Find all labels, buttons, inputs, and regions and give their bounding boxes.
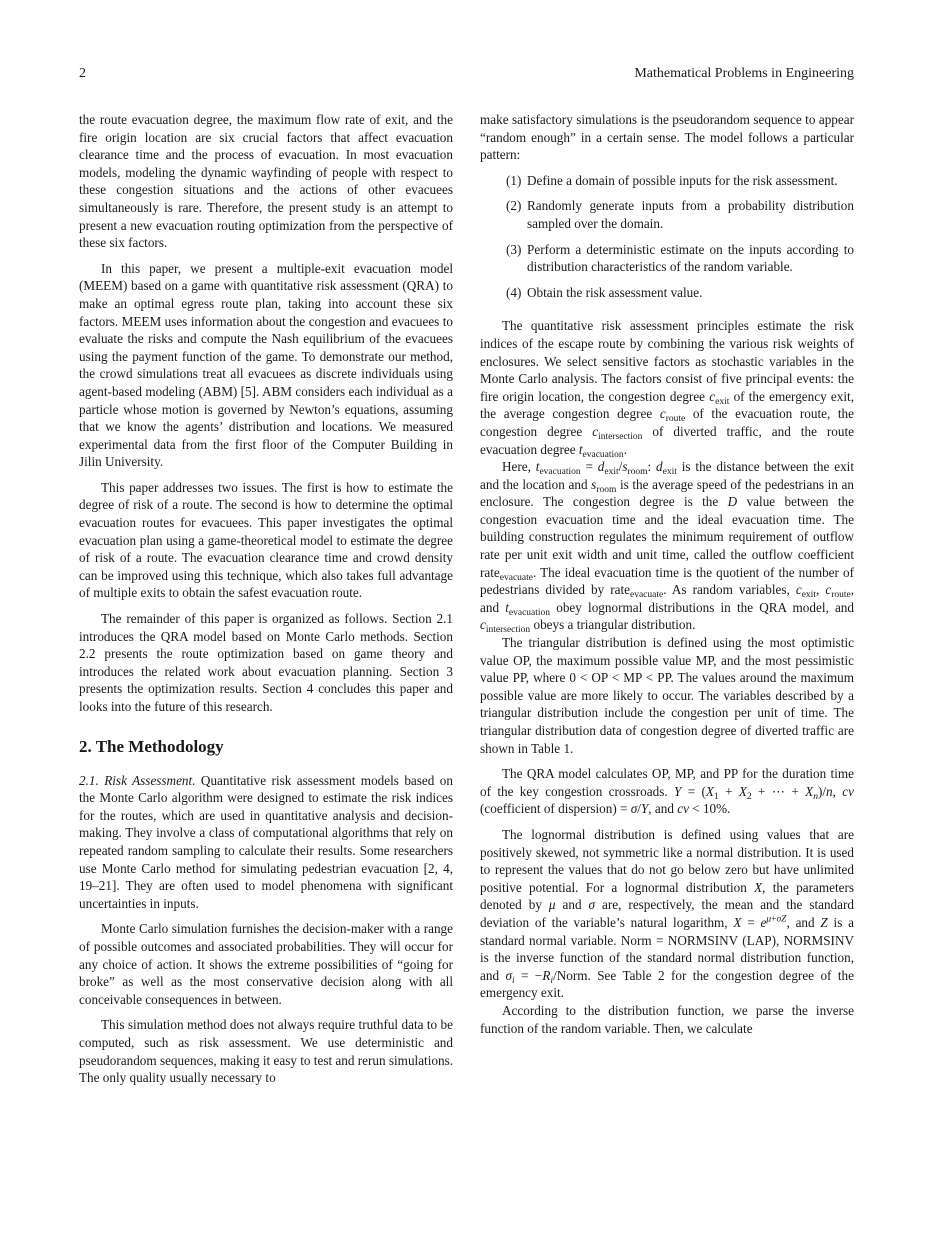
list-item: (4) Obtain the risk assessment value. xyxy=(506,284,703,300)
list-item: (3) Perform a deterministic estimate on the inputs according to distribution characteristics of the random variable. xyxy=(506,241,854,275)
right-column xyxy=(480,111,854,1037)
list-item: (1) Define a domain of possible inputs for the risk assessment. xyxy=(506,172,838,188)
paragraph: The lognormal distribution is defined using values that are positively skewed, not symmetric like a normal distribution. It is used to represent the values that do not go below zero but have unlimited positive potential. For a lognormal distribution X, the parameters denoted by μ and σ are, respectively, the mean and the standard deviation of the variable’s natural logarithm, $X = e^{\mu+\sigma Z}$, and Z is a standard normal variable. Norm = NORMSINV (LAP), NORMSINV is the inverse function of the standard normal distribution function, and $\sigma_i$ = $-R_i$/Norm. See Table 2 for the congestion degree of the emergency exit. xyxy=(480,826,854,1001)
citation-link[interactable]: [2, 4, 19–21] xyxy=(79,860,453,894)
paragraph: The quantitative risk assessment principles estimate the risk indices of the escape route by combining the various risk weights of enclosures. We select sensitive factors as stochastic variables in the Monte Carlo analysis. The factors consist of five principal events: the fire origin location, the congestion degree $c_{exit}$ of the emergency exit, the average congestion degree $c_{route}$ of the evacuation route, the congestion degree $c_{intersection}$ of diverted traffic, and the route evacuation degree $t_{evacuation}$. xyxy=(480,318,854,460)
paragraph: the route evacuation degree, the maximum flow rate of exit, and the fire origin location are six crucial factors that affect evacuation clearance time and the process of evacuation. In most evacuation models, modeling the dynamic wayfinding of people with respect to these congestion situations and the actions of other evacuees simultaneously is rare. Therefore, the present study is an attempt to present a new evacuation routing optimization from the perspective of these six factors. xyxy=(79,112,453,251)
paragraph: This paper addresses two issues. The first is how to estimate the degree of risk of a route. The second is how to determine the optimal evacuation routes for evacuees. This paper investigates the optimal evacuation plan using a game-theoretical model to estimate the degree of risk of a route. The evacuation clearance time and crowd density can be improved using this technique, which also takes full advantage of multiple exits to obtain the safest evacuation route. xyxy=(79,479,453,601)
journal-title: Mathematical Problems in Engineering xyxy=(634,66,854,81)
paragraph: 2.1. Risk Assessment. Quantitative risk assessment models based on the Monte Carlo algorithm were designed to estimate the risk indices for the routes, which are used in quantitative analysis and decision-making. They involve a class of computational algorithms that rely on repeated random sampling to calculate their results. Some researchers use Monte Carlo method for simulating pedestrian evacuation [2, 4, 19–21]. They are often used to model phenomena with significant uncertainties in inputs. xyxy=(79,772,453,911)
section-heading: 2. The Methodology xyxy=(79,736,224,756)
paragraph: make satisfactory simulations is the pseudorandom sequence to appear “random enough” in a certain sense. The model follows a particular pattern: xyxy=(480,112,854,163)
procedure-list xyxy=(480,172,854,302)
page-number: 2 xyxy=(79,66,86,81)
paragraph: The triangular distribution is defined using the most optimistic value OP, the maximum possible value MP, and the most pessimistic value PP, where 0 < OP < MP < PP. The values around the maximum possible value are more likely to occur. The variables described by a triangular distribution include the congestion per unit of time. The triangular distribution data of congestion degree of diverted traffic are shown in Table 1. xyxy=(480,635,854,756)
paragraph: This simulation method does not always require truthful data to be computed, such as risk assessment. We use deterministic and pseudorandom sequences, making it easy to test and rerun simulations. The only quality usually necessary to xyxy=(79,1017,453,1086)
paragraph: The remainder of this paper is organized as follows. Section 2.1 introduces the QRA model based on Monte Carlo methods. Section 2.2 presents the route optimization based on game theory and introduces the related work about evacuation planning. Section 3 presents the optimization results. Section 4 concludes this paper and looks into the future of this research. xyxy=(79,611,453,714)
paragraph: Monte Carlo simulation furnishes the decision-maker with a range of possible outcomes and associated probabilities. They will occur for any choice of action. It shows the extreme possibilities of “going for broke” as well as the most conservative decision along with all conceivable consequences in between. xyxy=(79,921,453,1007)
paragraph: According to the distribution function, we parse the inverse function of the random variable. Then, we calculate xyxy=(480,1002,854,1036)
paragraph: The QRA model calculates OP, MP, and PP for the duration time of the key congestion crossroads. $Y = (X_1 + X_2$ + ⋯ + $X_n)/n$, cv (coefficient of dispersion) = σ/Y, and cv < 10%. xyxy=(480,766,855,817)
subsection-title: 2.1. Risk Assessment. xyxy=(79,772,196,788)
list-item: (2) Randomly generate inputs from a probability distribution sampled over the domain. xyxy=(506,198,854,231)
paragraph: In this paper, we present a multiple-exit evacuation model (MEEM) based on a game with quantitative risk assessment (QRA) to make an optimal egress route plan, taking into account these six factors. MEEM uses information about the congestion and evacuees to evaluate the risks and compute the Nash equilibrium of the evacuees using the payment function of the game. To demonstrate our method, the crowd simulations treat all evacuees as discrete individuals using agent-based modeling (ABM) [5]. ABM considers each individual as a particle whose motion is governed by Newton’s equations, assuming that we know the agents’ distribution and locations. We measured experimental data from the first floor of the Computer Building in Jilin University. xyxy=(79,260,453,470)
paragraph: Here, $t_{evacuation} = d_{exit}/s_{room}$: $d_{exit}$ is the distance between the exit and the location and $s_{room}$ is the average speed of the pedestrians in an enclosure. The congestion degree is the D value between the congestion evacuation time and the ideal evacuation time. The building construction regulates the minimum requirement of outflow rate per unit exit width and unit time, called the outflow coefficient rate$_{evacuate}$. The ideal evacuation time is the quotient of the number of pedestrians divided by rate$_{evacuate}$. As random variables, $c_{exit}$, $c_{route}$, and $t_{evacuation}$ obey lognormal distributions in the QRA model, and $c_{intersection}$ obeys a triangular distribution. xyxy=(480,459,855,636)
left-column xyxy=(79,111,453,1087)
